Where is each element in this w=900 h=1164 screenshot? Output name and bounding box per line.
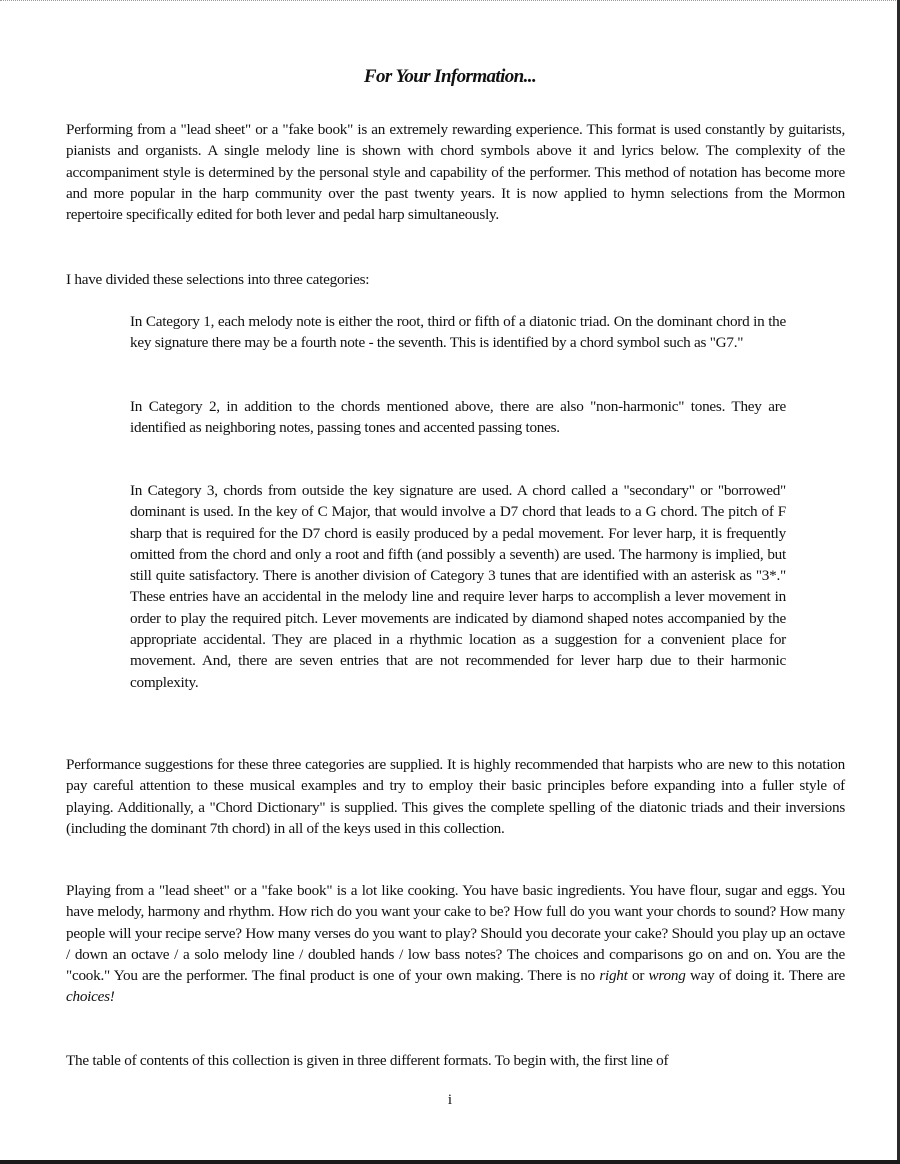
intro-paragraph: Performing from a "lead sheet" or a "fake book" is an extremely rewarding experience. This format is used constantly by guitarists, pianists and organists. A single melody line is shown with chord symbols above it and lyrics below. The complexity of the accompaniment style is determined by the personal style and capability of the performer. This method of notation has become more and more popular in the harp community over the past twenty years. It is now applied to hymn selections from the Mormon repertoire specifically edited for both lever and pedal harp simultaneously. [66,121,845,224]
category-3-paragraph: In Category 3, chords from outside the key signature are used. A chord called a "secondary" or "borrowed" dominant is used. In the key of C Major, that would involve a D7 chord that leads to a G chord. The pitch of F sharp that is required for the D7 chord is easily produced by a pedal movement. For lever harp, it is frequently omitted from the chord and only a root and fifth (and possibly a seventh) are used. The harmony is implied, but still quite satisfactory. There is another division of Category 3 tunes that are identified with an asterisk as "3*." These entries have an accidental in the melody line and require lever harps to accomplish a lever movement in order to play the required pitch. Lever movements are indicated by diamond shaped notes accompanied by the appropriate accidental. They are placed in a rhythmic location as a suggestion for a convenient place for movement. And, there are seven entries that are not recommended for lever harp due to their harmonic complexity. [130,482,786,691]
cooking-text-or: or [632,967,645,985]
top-scan-edge [0,0,900,2]
emphasis-choices: choices! [66,988,115,1006]
emphasis-wrong: wrong [648,967,686,985]
cooking-text-a: Playing from a "lead sheet" or a "fake book" is a lot like cooking. You have basic ingredients. You have flour, sugar and eggs. You have melody, harmony and rhythm. How rich do you want your cake to be? How full do you want your chords to sound? How many people will your recipe serve? How many verses do you want to play? Should you decorate your cake? Should you play up an octave / down an octave / a solo melody line / doubled hands / low bass notes? The choices and comparisons go on and on. You are the "cook." You are the performer. The final product is one of your own making. There is no [66,882,845,985]
performance-suggestions-paragraph: Performance suggestions for these three categories are supplied. It is highly recommended that harpists who are new to this notation pay careful attention to these musical examples and try to employ their basic principles before expanding into a fuller style of playing. Additionally, a "Chord Dictionary" is supplied. This gives the complete spelling of the diatonic triads and their inversions (including the dominant 7th chord) in all of the keys used in this collection. [66,756,845,837]
emphasis-right: right [599,967,628,985]
cooking-analogy-paragraph [66,880,845,1008]
page-number: i [447,1092,453,1108]
category-1-paragraph: In Category 1, each melody note is either the root, third or fifth of a diatonic triad. On the dominant chord in the key signature there may be a fourth note - the seventh. This is identified by a chord symbol such as "G7." [130,313,786,352]
bottom-scan-edge [0,1160,900,1164]
table-of-contents-paragraph: The table of contents of this collection is given in three different formats. To begin with, the first line of [66,1052,669,1069]
category-2-paragraph: In Category 2, in addition to the chords mentioned above, there are also "non-harmonic" tones. They are identified as neighboring notes, passing tones and accented passing tones. [130,398,786,437]
page-title: For Your Information... [363,66,537,87]
categories-intro: I have divided these selections into three categories: [66,271,370,288]
cooking-text-b: way of doing it. There are [689,967,846,985]
